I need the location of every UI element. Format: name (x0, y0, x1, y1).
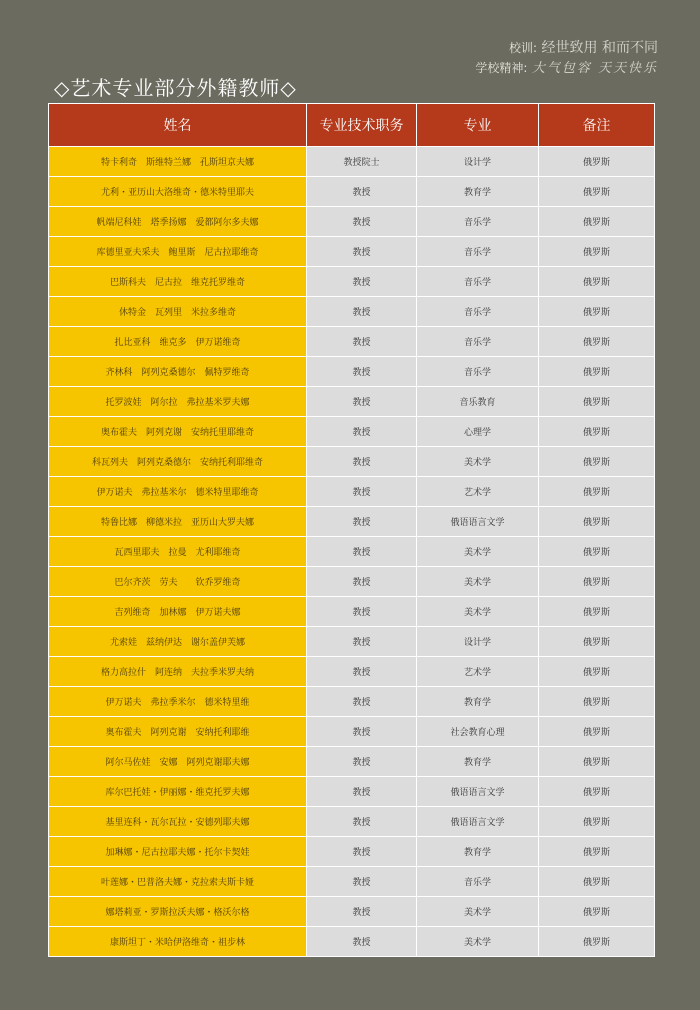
teacher-name-cell: 格力高拉什 阿连纳 夫拉季米罗夫纳 (49, 657, 307, 687)
header-title: 专业技术职务 (307, 104, 417, 147)
table-row (49, 387, 655, 417)
note-cell: 俄罗斯 (539, 657, 655, 687)
note-cell: 俄罗斯 (539, 747, 655, 777)
table-body (49, 147, 655, 957)
teacher-name-cell: 科瓦列夫 阿列克桑德尔 安纳托利耶维奇 (49, 447, 307, 477)
title-cell: 教授 (307, 687, 417, 717)
note-cell: 俄罗斯 (539, 777, 655, 807)
title-cell: 教授 (307, 417, 417, 447)
note-cell: 俄罗斯 (539, 717, 655, 747)
major-cell: 教育学 (417, 747, 539, 777)
note-cell: 俄罗斯 (539, 627, 655, 657)
teacher-name-cell: 康斯坦丁・米哈伊洛维奇・祖步林 (49, 927, 307, 957)
major-cell: 心理学 (417, 417, 539, 447)
table-row (49, 507, 655, 537)
note-cell: 俄罗斯 (539, 147, 655, 177)
major-cell: 设计学 (417, 147, 539, 177)
major-cell: 俄语语言文学 (417, 807, 539, 837)
note-cell: 俄罗斯 (539, 687, 655, 717)
header-note: 备注 (539, 104, 655, 147)
table-row (49, 897, 655, 927)
note-cell: 俄罗斯 (539, 267, 655, 297)
major-cell: 音乐学 (417, 267, 539, 297)
major-cell: 音乐学 (417, 207, 539, 237)
title-cell: 教授 (307, 567, 417, 597)
table-row (49, 687, 655, 717)
teacher-name-cell: 阿尔马佐娃 安娜 阿列克谢耶夫娜 (49, 747, 307, 777)
major-cell: 音乐学 (417, 357, 539, 387)
table-header-row (49, 104, 655, 147)
title-cell: 教授 (307, 507, 417, 537)
teacher-name-cell: 伊万诺夫 弗拉基米尔 德米特里耶维奇 (49, 477, 307, 507)
table-row (49, 147, 655, 177)
motto-line-1 (475, 38, 658, 58)
table-row (49, 447, 655, 477)
major-cell: 教育学 (417, 837, 539, 867)
table-row (49, 417, 655, 447)
title-cell: 教授 (307, 597, 417, 627)
motto-label-2: 学校精神: (475, 61, 528, 75)
title-cell: 教授 (307, 777, 417, 807)
note-cell: 俄罗斯 (539, 297, 655, 327)
note-cell: 俄罗斯 (539, 597, 655, 627)
note-cell: 俄罗斯 (539, 867, 655, 897)
major-cell: 教育学 (417, 687, 539, 717)
major-cell: 艺术学 (417, 657, 539, 687)
teacher-name-cell: 巴斯科夫 尼古拉 维克托罗维奇 (49, 267, 307, 297)
table-row (49, 597, 655, 627)
note-cell: 俄罗斯 (539, 837, 655, 867)
title-cell: 教授 (307, 207, 417, 237)
major-cell: 音乐学 (417, 237, 539, 267)
teacher-name-cell: 伊万诺夫 弗拉季米尔 德米特里维 (49, 687, 307, 717)
page-title: ◇艺术专业部分外籍教师◇ (54, 76, 297, 100)
major-cell: 音乐教育 (417, 387, 539, 417)
note-cell: 俄罗斯 (539, 207, 655, 237)
teacher-name-cell: 尤索娃 兹纳伊达 谢尔盖伊芙娜 (49, 627, 307, 657)
note-cell: 俄罗斯 (539, 417, 655, 447)
title-cell: 教授 (307, 837, 417, 867)
major-cell: 音乐学 (417, 297, 539, 327)
table-row (49, 357, 655, 387)
teacher-name-cell: 娜塔莉亚・罗斯拉沃夫娜・格沃尔格 (49, 897, 307, 927)
title-cell: 教授 (307, 537, 417, 567)
title-cell: 教授 (307, 927, 417, 957)
teacher-name-cell: 扎比亚科 维克多 伊万诺维奇 (49, 327, 307, 357)
table-row (49, 747, 655, 777)
header-name: 姓名 (49, 104, 307, 147)
table-row (49, 567, 655, 597)
teacher-name-cell: 托罗波娃 阿尔拉 弗拉基米罗夫娜 (49, 387, 307, 417)
motto-line-2 (475, 58, 658, 79)
table-row (49, 627, 655, 657)
title-cell: 教授院士 (307, 147, 417, 177)
title-cell: 教授 (307, 327, 417, 357)
note-cell: 俄罗斯 (539, 237, 655, 267)
note-cell: 俄罗斯 (539, 387, 655, 417)
teacher-name-cell: 库德里亚夫采夫 鲍里斯 尼古拉耶维奇 (49, 237, 307, 267)
major-cell: 美术学 (417, 447, 539, 477)
table-row (49, 867, 655, 897)
teacher-name-cell: 帆端尼科娃 塔季扬娜 爱都阿尔多夫娜 (49, 207, 307, 237)
table-row (49, 207, 655, 237)
note-cell: 俄罗斯 (539, 477, 655, 507)
major-cell: 俄语语言文学 (417, 777, 539, 807)
title-cell: 教授 (307, 447, 417, 477)
note-cell: 俄罗斯 (539, 927, 655, 957)
motto-label-1: 校训: (509, 41, 538, 55)
major-cell: 社会教育心理 (417, 717, 539, 747)
faculty-table (48, 103, 655, 957)
teacher-name-cell: 叶莲娜・巴普洛夫娜・克拉索夫斯卡娅 (49, 867, 307, 897)
table-row (49, 657, 655, 687)
motto-value-2: 大气包容 天天快乐 (531, 61, 658, 76)
teacher-name-cell: 奥布霍夫 阿列克谢 安纳托里耶维奇 (49, 417, 307, 447)
major-cell: 美术学 (417, 567, 539, 597)
teacher-name-cell: 加琳娜・尼古拉耶夫娜・托尔卡契娃 (49, 837, 307, 867)
table-row (49, 807, 655, 837)
note-cell: 俄罗斯 (539, 567, 655, 597)
motto-value-1: 经世致用 和而不同 (541, 40, 658, 56)
title-cell: 教授 (307, 477, 417, 507)
title-cell: 教授 (307, 717, 417, 747)
note-cell: 俄罗斯 (539, 537, 655, 567)
note-cell: 俄罗斯 (539, 447, 655, 477)
major-cell: 美术学 (417, 597, 539, 627)
teacher-name-cell: 巴尔齐茨 劳夫 钦乔罗维奇 (49, 567, 307, 597)
table-row (49, 237, 655, 267)
title-cell: 教授 (307, 807, 417, 837)
major-cell: 美术学 (417, 927, 539, 957)
table-row (49, 177, 655, 207)
major-cell: 美术学 (417, 897, 539, 927)
title-cell: 教授 (307, 897, 417, 927)
table-row (49, 927, 655, 957)
title-cell: 教授 (307, 657, 417, 687)
title-cell: 教授 (307, 747, 417, 777)
table-row (49, 297, 655, 327)
note-cell: 俄罗斯 (539, 507, 655, 537)
title-cell: 教授 (307, 627, 417, 657)
teacher-name-cell: 瓦西里耶夫 拉曼 尤利耶维奇 (49, 537, 307, 567)
major-cell: 美术学 (417, 537, 539, 567)
title-cell: 教授 (307, 267, 417, 297)
title-cell: 教授 (307, 357, 417, 387)
table-row (49, 267, 655, 297)
table-row (49, 837, 655, 867)
title-cell: 教授 (307, 177, 417, 207)
teacher-name-cell: 尤利・亚历山大洛维奇・德米特里耶夫 (49, 177, 307, 207)
major-cell: 设计学 (417, 627, 539, 657)
major-cell: 音乐学 (417, 867, 539, 897)
school-motto (475, 38, 658, 79)
teacher-name-cell: 特卡利奇 斯维特兰娜 孔斯坦京夫娜 (49, 147, 307, 177)
note-cell: 俄罗斯 (539, 897, 655, 927)
table-row (49, 717, 655, 747)
teacher-name-cell: 休特金 瓦列里 米拉多维奇 (49, 297, 307, 327)
major-cell: 艺术学 (417, 477, 539, 507)
table-row (49, 327, 655, 357)
teacher-name-cell: 奥布霍夫 阿列克谢 安纳托利耶维 (49, 717, 307, 747)
title-cell: 教授 (307, 237, 417, 267)
major-cell: 音乐学 (417, 327, 539, 357)
note-cell: 俄罗斯 (539, 357, 655, 387)
title-cell: 教授 (307, 297, 417, 327)
teacher-name-cell: 特鲁比娜 柳德米拉 亚历山大罗夫娜 (49, 507, 307, 537)
teacher-name-cell: 基里连科・瓦尔瓦拉・安德列耶夫娜 (49, 807, 307, 837)
note-cell: 俄罗斯 (539, 327, 655, 357)
header-major: 专业 (417, 104, 539, 147)
major-cell: 俄语语言文学 (417, 507, 539, 537)
table-row (49, 537, 655, 567)
note-cell: 俄罗斯 (539, 177, 655, 207)
teacher-name-cell: 库尔巴托娃・伊丽娜・维克托罗夫娜 (49, 777, 307, 807)
teacher-name-cell: 齐林科 阿列克桑德尔 佩特罗维奇 (49, 357, 307, 387)
table-row (49, 477, 655, 507)
title-cell: 教授 (307, 387, 417, 417)
major-cell: 教育学 (417, 177, 539, 207)
note-cell: 俄罗斯 (539, 807, 655, 837)
title-cell: 教授 (307, 867, 417, 897)
table-row (49, 777, 655, 807)
teacher-name-cell: 吉列维奇 加林娜 伊万诺夫娜 (49, 597, 307, 627)
